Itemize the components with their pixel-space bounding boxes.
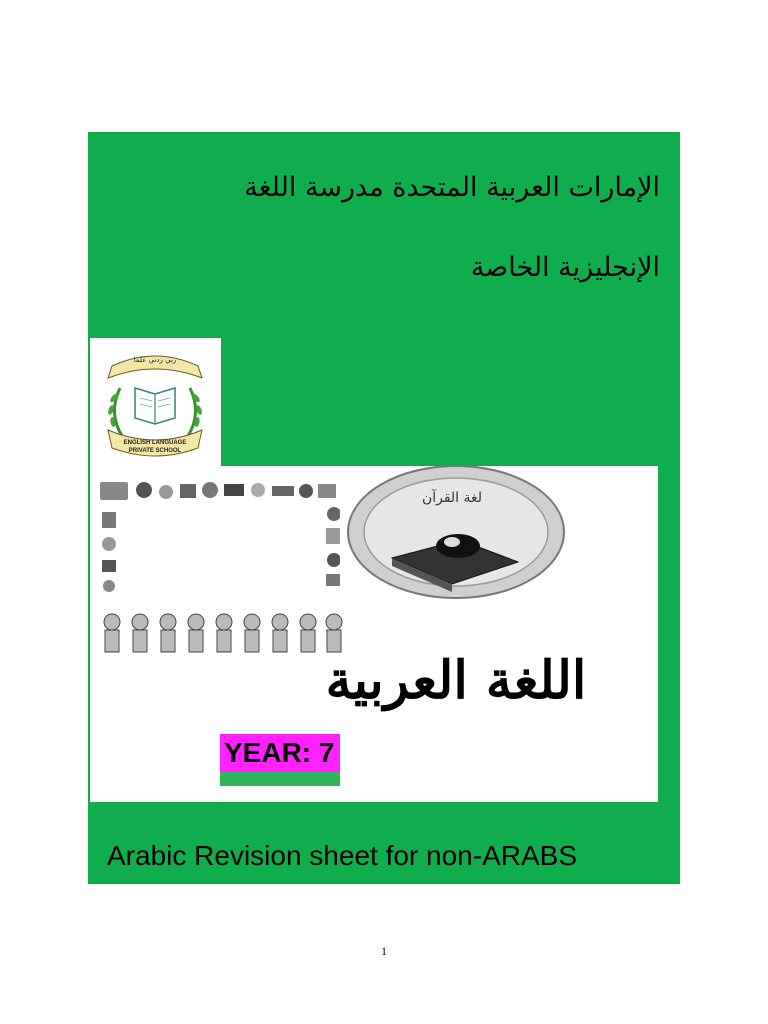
school-logo [90, 338, 221, 468]
calligraphy-text: اللغة العربية [325, 650, 587, 711]
school-logo-icon [90, 338, 221, 468]
arabic-calligraphy-icon [325, 608, 587, 738]
year-label-box [220, 734, 340, 786]
year-label: YEAR: 7 [220, 734, 340, 772]
sheet-subtitle: Arabic Revision sheet for non-ARABS [107, 840, 577, 871]
emblem-text: لغة القرآن [421, 490, 483, 506]
logo-motto: ربي زدني علما [133, 356, 177, 364]
logo-school-line2: PRIVATE SCHOOL [128, 448, 182, 454]
quran-emblem-icon [340, 466, 572, 608]
school-clipart-frame-icon [96, 472, 346, 672]
year-underbar [220, 772, 340, 786]
illustration-panel [90, 466, 658, 802]
logo-school-line1: ENGLISH LANGUAGE [123, 440, 187, 446]
school-name-line2: الإنجليزية الخاصة [470, 252, 660, 283]
school-name-line1: الإمارات العربية المتحدة مدرسة اللغة [244, 172, 660, 203]
cover-panel [88, 132, 680, 884]
page-number: 1 [381, 944, 387, 958]
